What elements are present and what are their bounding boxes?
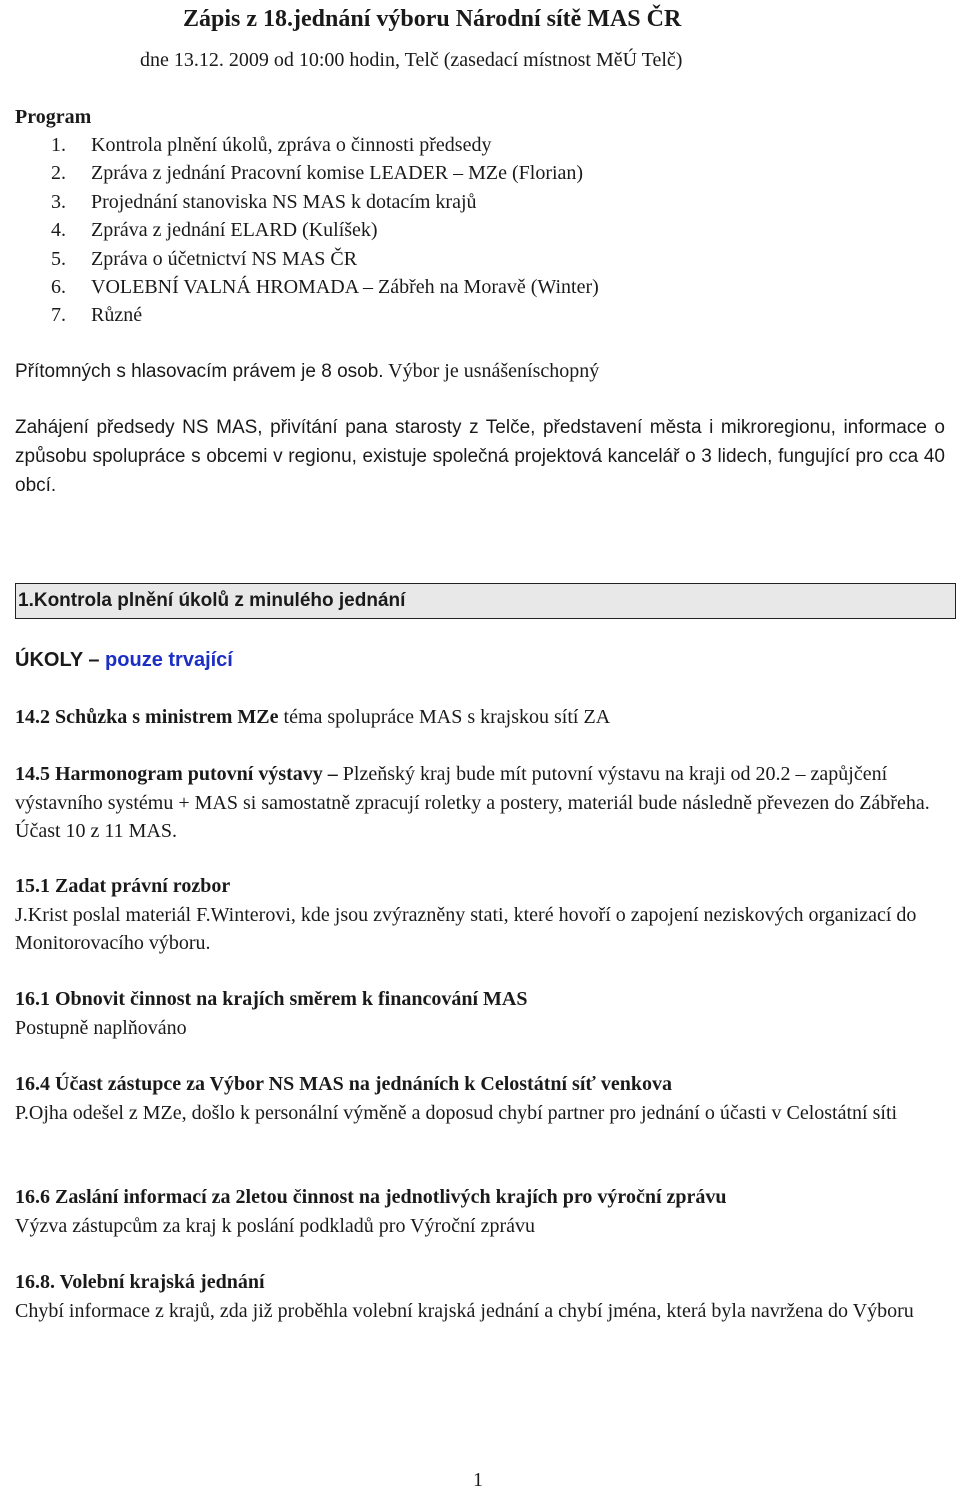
program-item: 3. Projednání stanoviska NS MAS k dotacím krajů — [51, 190, 477, 213]
program-item: 6. VOLEBNÍ VALNÁ HROMADA – Zábřeh na Moravě (Winter) — [51, 275, 599, 298]
task-body: J.Krist poslal materiál F.Winterovi, kde jsou zvýrazněny stati, které hovoří o zapojení neziskových organizací do Monitorovacího výboru. — [15, 903, 917, 954]
task-body: Chybí informace z krajů, zda již proběhla volební krajská jednání a chybí jména, která byla navržena do Výboru — [15, 1299, 914, 1322]
task-item — [15, 1070, 945, 1127]
task-body: Výzva zástupcům za kraj k poslání podkladů pro Výroční zprávu — [15, 1214, 536, 1237]
task-item — [15, 1268, 945, 1325]
quorum-status: Výbor je usnášeníschopný — [383, 360, 600, 382]
tasks-label: ÚKOLY – pouze trvající — [15, 649, 233, 671]
task-item — [15, 1183, 945, 1240]
program-item: 4. Zpráva z jednání ELARD (Kulíšek) — [51, 219, 378, 242]
task-body: P.Ojha odešel z MZe, došlo k personální výměně a doposud chybí partner pro jednání o účasti v Celostátní síti — [15, 1101, 898, 1124]
attendance-count: Přítomných s hlasovacím právem je 8 osob. — [15, 361, 384, 382]
task-title: 14.5 Harmonogram putovní výstavy – — [15, 763, 343, 785]
attendance-line — [15, 357, 599, 387]
task-body: téma spolupráce MAS s krajskou sítí ZA — [278, 706, 611, 728]
page-number: 1 — [473, 1469, 483, 1491]
task-title: 15.1 Zadat právní rozbor — [15, 875, 231, 897]
program-list — [15, 131, 599, 330]
task-item — [15, 872, 945, 958]
section-heading-task-review: 1.Kontrola plnění úkolů z minulého jednání — [15, 583, 956, 619]
document-title: Zápis z 18.jednání výboru Národní sítě MAS ČR — [183, 6, 682, 32]
program-heading: Program — [15, 106, 92, 128]
task-title: 16.8. Volební krajská jednání — [15, 1271, 265, 1293]
task-item — [15, 703, 945, 732]
tasks-status: pouze trvající — [105, 649, 233, 671]
task-body: Postupně naplňováno — [15, 1016, 187, 1039]
program-item: 2. Zpráva z jednání Pracovní komise LEADER – MZe (Florian) — [51, 162, 584, 185]
task-item — [15, 985, 945, 1042]
task-item — [15, 760, 945, 846]
task-title: 16.6 Zaslání informací za 2letou činnost na jednotlivých krajích pro výroční zprávu — [15, 1186, 727, 1208]
task-title: 16.4 Účast zástupce za Výbor NS MAS na jednáních k Celostátní síť venkova — [15, 1073, 672, 1095]
program-item: 5. Zpráva o účetnictví NS MAS ČR — [51, 247, 358, 270]
task-body: Plzeňský kraj bude mít putovní výstavu na kraji od 20.2 – zapůjčení výstavního systému + MAS si samostatně zpracují roletky a postery, materiál bude následně převezen do Zábřeha. Účast 10 z 11 MAS. — [15, 763, 930, 842]
task-title: 14.2 Schůzka s ministrem MZe — [15, 706, 279, 728]
intro-paragraph: Zahájení předsedy NS MAS, přivítání pana starosty z Telče, představení města i mikroregionu, informace o způsobu spolupráce s obcemi v regionu, existuje společná projektová kancelář o 3 lidech, fungující pro cca 40 obcí. — [15, 417, 945, 496]
program-item: 1. Kontrola plnění úkolů, zpráva o činnosti předsedy — [51, 134, 492, 156]
task-title: 16.1 Obnovit činnost na krajích směrem k financování MAS — [15, 988, 528, 1010]
program-item: 7. Různé — [51, 304, 143, 327]
meeting-date-location: dne 13.12. 2009 od 10:00 hodin, Telč (zasedací místnost MěÚ Telč) — [140, 49, 683, 71]
